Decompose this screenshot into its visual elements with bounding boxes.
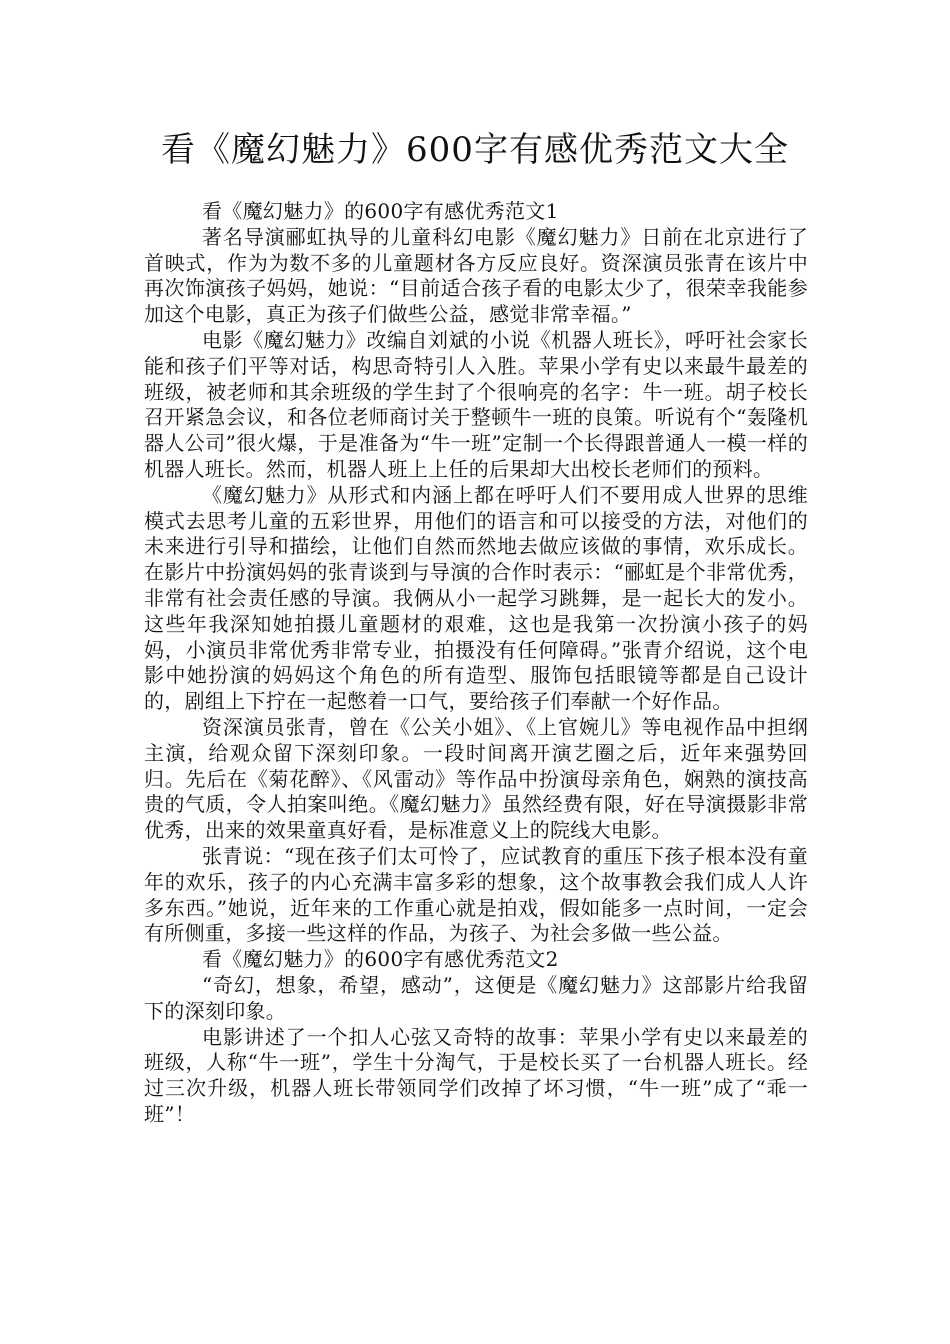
body-paragraph: 《魔幻魅力》从形式和内涵上都在呼吁人们不要用成人世界的思维模式去思考儿童的五彩世界，用他们的语言和可以接受的方法，对他们的未来进行引导和描绘，让他们自然而然地去做应该做的事情，欢乐成长。在影片中扮演妈妈的张青谈到与导演的合作时表示：“郦虹是个非常优秀，非常有社会责任感的导演。我俩从小一起学习跳舞，是一起长大的发小。这些年我深知她拍摄儿童题材的艰难，这也是我第一次扮演小孩子的妈妈，小演员非常优秀非常专业，拍摄没有任何障碍。”张青介绍说，这个电影中她扮演的妈妈这个角色的所有造型、服饰包括眼镜等都是自己设计的，剧组上下拧在一起憋着一口气，要给孩子们奉献一个好作品。 (144, 482, 808, 714)
document-title: 看《魔幻魅力》600字有感优秀范文大全 (161, 130, 789, 170)
section-heading-2: 看《魔幻魅力》的600字有感优秀范文2 (202, 947, 559, 972)
body-paragraph: “奇幻，想象，希望，感动”，这便是《魔幻魅力》这部影片给我留下的深刻印象。 (144, 972, 808, 1023)
body-paragraph: 电影《魔幻魅力》改编自刘斌的小说《机器人班长》，呼吁社会家长能和孩子们平等对话，构思奇特引人入胜。苹果小学有史以来最牛最差的班级，被老师和其余班级的学生封了个很响亮的名字：牛一班。胡子校长召开紧急会议，和各位老师商讨关于整顿牛一班的良策。听说有个“轰隆机器人公司”很火爆，于是准备为“牛一班”定制一个长得跟普通人一模一样的机器人班长。然而，机器人班上上任的后果却大出校长老师们的预料。 (144, 327, 808, 481)
body-paragraph: 著名导演郦虹执导的儿童科幻电影《魔幻魅力》日前在北京进行了首映式，作为为数不多的儿童题材各方反应良好。资深演员张青在该片中再次饰演孩子妈妈，她说：“目前适合孩子看的电影太少了，很荣幸我能参加这个电影，真正为孩子们做些公益，感觉非常幸福。” (144, 224, 808, 327)
body-paragraph: 张青说：“现在孩子们太可怜了，应试教育的重压下孩子根本没有童年的欢乐，孩子的内心充满丰富多彩的想象，这个故事教会我们成人人许多东西。”她说，近年来的工作重心就是拍戏，假如能多一点时间，一定会有所侧重，多接一些这样的作品，为孩子、为社会多做一些公益。 (144, 843, 808, 946)
section-heading-1: 看《魔幻魅力》的600字有感优秀范文1 (202, 199, 559, 223)
body-paragraph: 资深演员张青，曾在《公关小姐》、《上官婉儿》等电视作品中担纲主演，给观众留下深刻印象。一段时间离开演艺圈之后，近年来强势回归。先后在《菊花醉》、《风雷动》等作品中扮演母亲角色，娴熟的演技高贵的气质，令人拍案叫绝。《魔幻魅力》虽然经费有限，好在导演摄影非常优秀，出来的效果童真好看，是标准意义上的院线大电影。 (144, 714, 808, 843)
document-body (144, 199, 808, 1128)
body-paragraph: 电影讲述了一个扣人心弦又奇特的故事：苹果小学有史以来最差的班级，人称“牛一班”，学生十分淘气，于是校长买了一台机器人班长。经过三次升级，机器人班长带领同学们改掉了坏习惯，“牛一班”成了“乖一班”！ (144, 1024, 808, 1126)
